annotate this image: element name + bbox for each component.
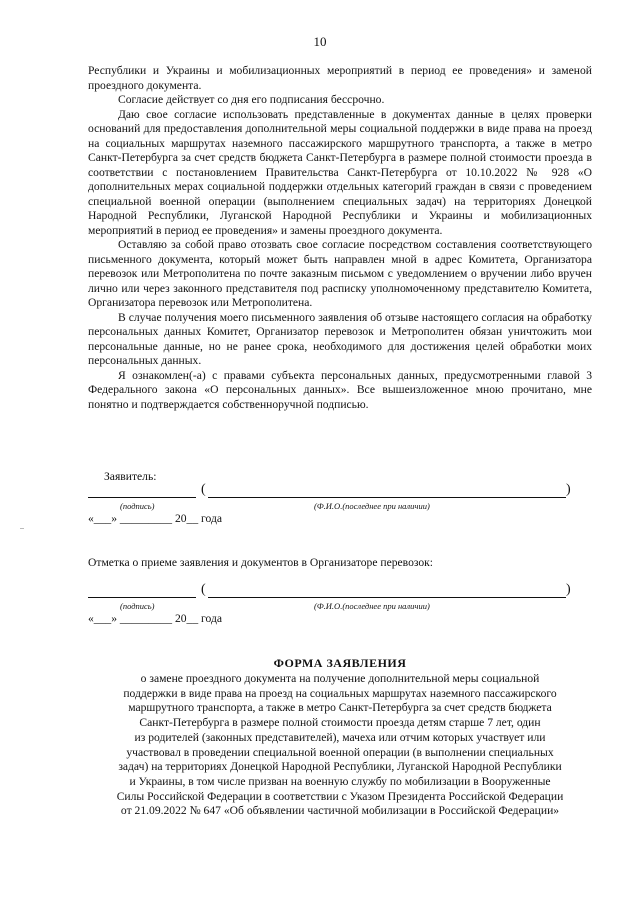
paragraph-destruction: В случае получения моего письменного заявления об отзыве настоящего согласия на обработку персональных данных Комитет, Организатор перевозок и Метрополитен обязан уничтожить мои персональные данные, но не ранее срока, необходимого для достижения целей обработки моих персональных данных. bbox=[88, 310, 592, 367]
form-description bbox=[80, 672, 600, 819]
reception-close-paren: ) bbox=[566, 582, 571, 597]
form-description-line: о замене проездного документа на получение дополнительной меры социальной bbox=[140, 672, 540, 685]
applicant-label: Заявитель: bbox=[104, 470, 157, 483]
reception-name-caption: (Ф.И.О.(последнее при наличии) bbox=[314, 601, 430, 611]
scan-mark bbox=[20, 528, 24, 529]
form-description-line: и Украины, в том числе призван на военную службу по мобилизации в Вооруженные bbox=[129, 774, 551, 788]
page-number: 10 bbox=[313, 34, 327, 49]
reception-signature-line[interactable] bbox=[88, 597, 196, 598]
paragraph-validity: Согласие действует со дня его подписания бессрочно. bbox=[118, 93, 385, 106]
paragraph-continuation: Республики и Украины и мобилизационных мероприятий в период ее проведения» и заменой проездного документа. bbox=[88, 64, 592, 92]
reception-signature-caption: (подпись) bbox=[120, 601, 155, 611]
form-description-line: Санкт-Петербурга в размере полной стоимости проезда детям старше 7 лет, один bbox=[139, 716, 541, 730]
applicant-signature-line[interactable] bbox=[88, 497, 196, 498]
form-description-line: Силы Российской Федерации в соответствии с Указом Президента Российской Федерации bbox=[116, 789, 564, 803]
form-description-line: от 21.09.2022 № 647 «Об объявлении частичной мобилизации в Российской Федерации» bbox=[120, 804, 560, 818]
consent-text bbox=[88, 64, 592, 412]
reception-open-paren: ( bbox=[201, 582, 206, 597]
applicant-open-paren: ( bbox=[201, 482, 206, 497]
form-title: ФОРМА ЗАЯВЛЕНИЯ bbox=[273, 656, 407, 670]
paragraph-consent: Даю свое согласие использовать представленные в документах данные в целях проверки оснований для предоставления дополнительной меры социальной поддержки в виде права на проезд на социальных маршрутах наземного пассажирского маршрутного транспорта, а также в метро Санкт-Петербурга за счет средств бюджета Санкт-Петербурга в размере полной стоимости проезда в соответствии с постановлением Правительства Санкт-Петербурга от 10.10.2022 № 928 «О дополнительных мерах социальной поддержки отдельных категорий граждан в связи с проведением специальной военной операции (выполнением специальных задач) на территориях Донецкой Народной Республики, Луганской Народной Республики и Украины и мобилизационных мероприятий в период ее проведения» и замены проездного документа. bbox=[88, 107, 592, 237]
applicant-name-caption: (Ф.И.О.(последнее при наличии) bbox=[314, 501, 430, 511]
reception-name-line[interactable] bbox=[208, 597, 566, 598]
applicant-close-paren: ) bbox=[566, 482, 571, 497]
reception-date-line[interactable]: «___» _________ 20__ года bbox=[88, 612, 223, 625]
applicant-name-line[interactable] bbox=[208, 497, 566, 498]
applicant-signature-caption: (подпись) bbox=[120, 501, 155, 511]
form-description-line: участвовал в проведении специальной военной операции (в выполнении специальных bbox=[126, 745, 554, 759]
applicant-date-line[interactable]: «___» _________ 20__ года bbox=[88, 512, 223, 525]
paragraph-revocation: Оставляю за собой право отозвать свое согласие посредством составления соответствующего письменного документа, который может быть направлен мной в адрес Комитета, Организатора перевозок или Метрополитена по почте заказным письмом с уведомлением о вручении либо вручен лично или через законного представителя под расписку уполномоченному представителю Комитета, Организатора перевозок или Метрополитена. bbox=[88, 238, 592, 309]
paragraph-acknowledgement: Я ознакомлен(-а) с правами субъекта персональных данных, предусмотренными главой 3 Федерального закона «О персональных данных». Все вышеизложенное мною прочитано, мне понятно и подтверждается собственноручной подписью. bbox=[88, 368, 592, 411]
form-description-line: маршрутного транспорта, а также в метро Санкт-Петербурга за счет средств бюджета bbox=[128, 701, 552, 715]
reception-label: Отметка о приеме заявления и документов в Организаторе перевозок: bbox=[88, 556, 434, 569]
form-description-line: задач) на территориях Донецкой Народной Республики, Луганской Народной Республики bbox=[118, 760, 562, 774]
form-description-line: поддержки в виде права на проезд на социальных маршрутах наземного пассажирского bbox=[123, 686, 557, 700]
form-description-line: из родителей (законных представителей), мачеха или отчим которых участвует или bbox=[134, 730, 546, 744]
